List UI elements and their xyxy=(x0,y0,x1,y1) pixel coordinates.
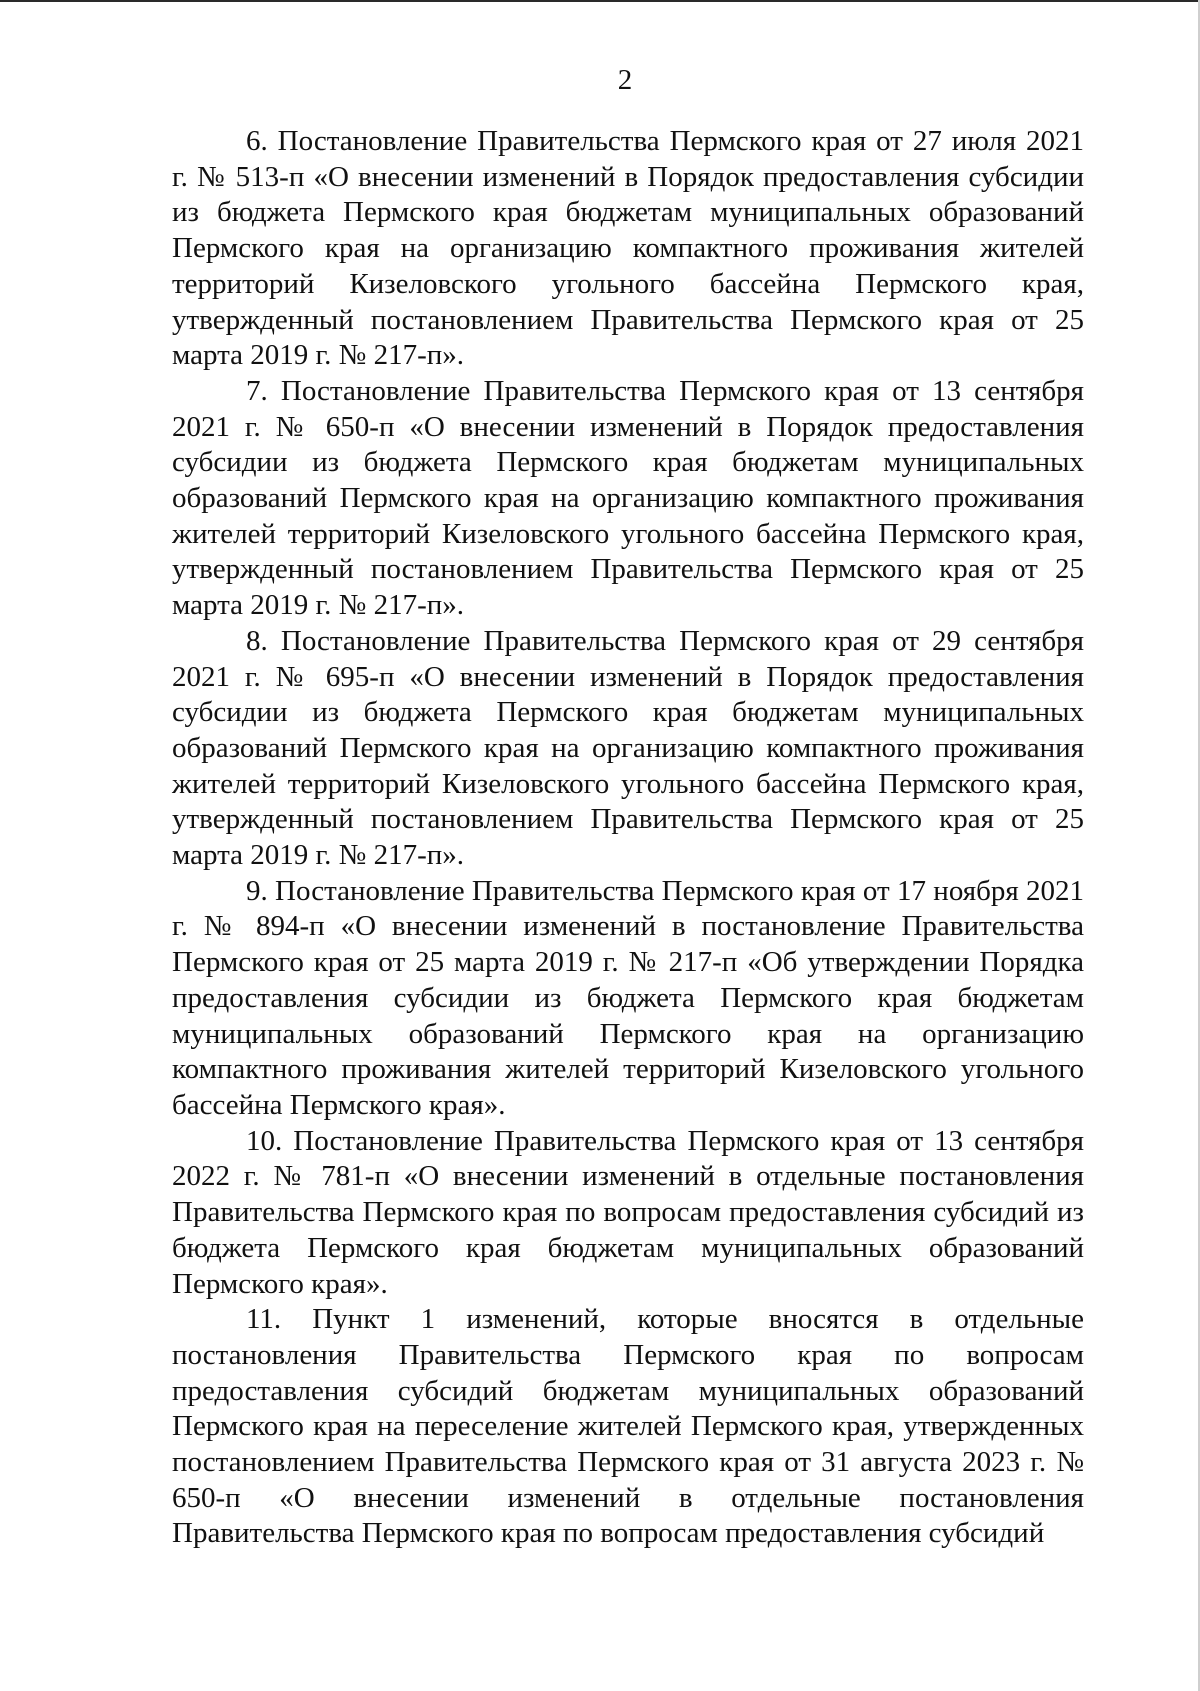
paragraph-item-9: 9. Постановление Правительства Пермского края от 17 ноября 2021 г. № 894-п «О внесении изменений в постановление Правительства Пермского края от 25 марта 2019 г. № 217-п «Об утверждении Порядка предоставления субсидии из бюджета Пермского края бюджетам муниципальных образований Пермского края на организацию компактного проживания жителей территорий Кизеловского угольного бассейна Пермского края». xyxy=(172,874,1084,1121)
paragraph-item-11: 11. Пункт 1 изменений, которые вносятся в отдельные постановления Правительства Пермского края по вопросам предоставления субсидий бюджетам муниципальных образований Пермского края на переселение жителей Пермского края, утвержденных постановлением Правительства Пермского края от 31 августа 2023 г. № 650-п «О внесении изменений в отдельные постановления Правительства Пермского края по вопросам предоставления субсидий xyxy=(172,1303,1084,1550)
paragraph-item-7: 7. Постановление Правительства Пермского края от 13 сентября 2021 г. № 650-п «О внесении изменений в Порядок предоставления субсидии из бюджета Пермского края бюджетам муниципальных образований Пермского края на организацию компактного проживания жителей территорий Кизеловского угольного бассейна Пермского края, утвержденный постановлением Правительства Пермского края от 25 марта 2019 г. № 217-п». xyxy=(172,374,1084,622)
page-number: 2 xyxy=(617,64,633,96)
scan-edge-top xyxy=(0,0,1200,2)
document-body xyxy=(172,124,1084,1552)
paragraph-item-10: 10. Постановление Правительства Пермского края от 13 сентября 2022 г. № 781-п «О внесении изменений в отдельные постановления Правительства Пермского края по вопросам предоставления субсидий из бюджета Пермского края бюджетам муниципальных образований Пермского края». xyxy=(172,1124,1084,1300)
paragraph-item-6: 6. Постановление Правительства Пермского края от 27 июля 2021 г. № 513-п «О внесении изменений в Порядок предоставления субсидии из бюджета Пермского края бюджетам муниципальных образований Пермского края на организацию компактного проживания жителей территорий Кизеловского угольного бассейна Пермского края, утвержденный постановлением Правительства Пермского края от 25 марта 2019 г. № 217-п». xyxy=(172,125,1084,372)
paragraph-item-8: 8. Постановление Правительства Пермского края от 29 сентября 2021 г. № 695-п «О внесении изменений в Порядок предоставления субсидии из бюджета Пермского края бюджетам муниципальных образований Пермского края на организацию компактного проживания жителей территорий Кизеловского угольного бассейна Пермского края, утвержденный постановлением Правительства Пермского края от 25 марта 2019 г. № 217-п». xyxy=(172,624,1084,872)
